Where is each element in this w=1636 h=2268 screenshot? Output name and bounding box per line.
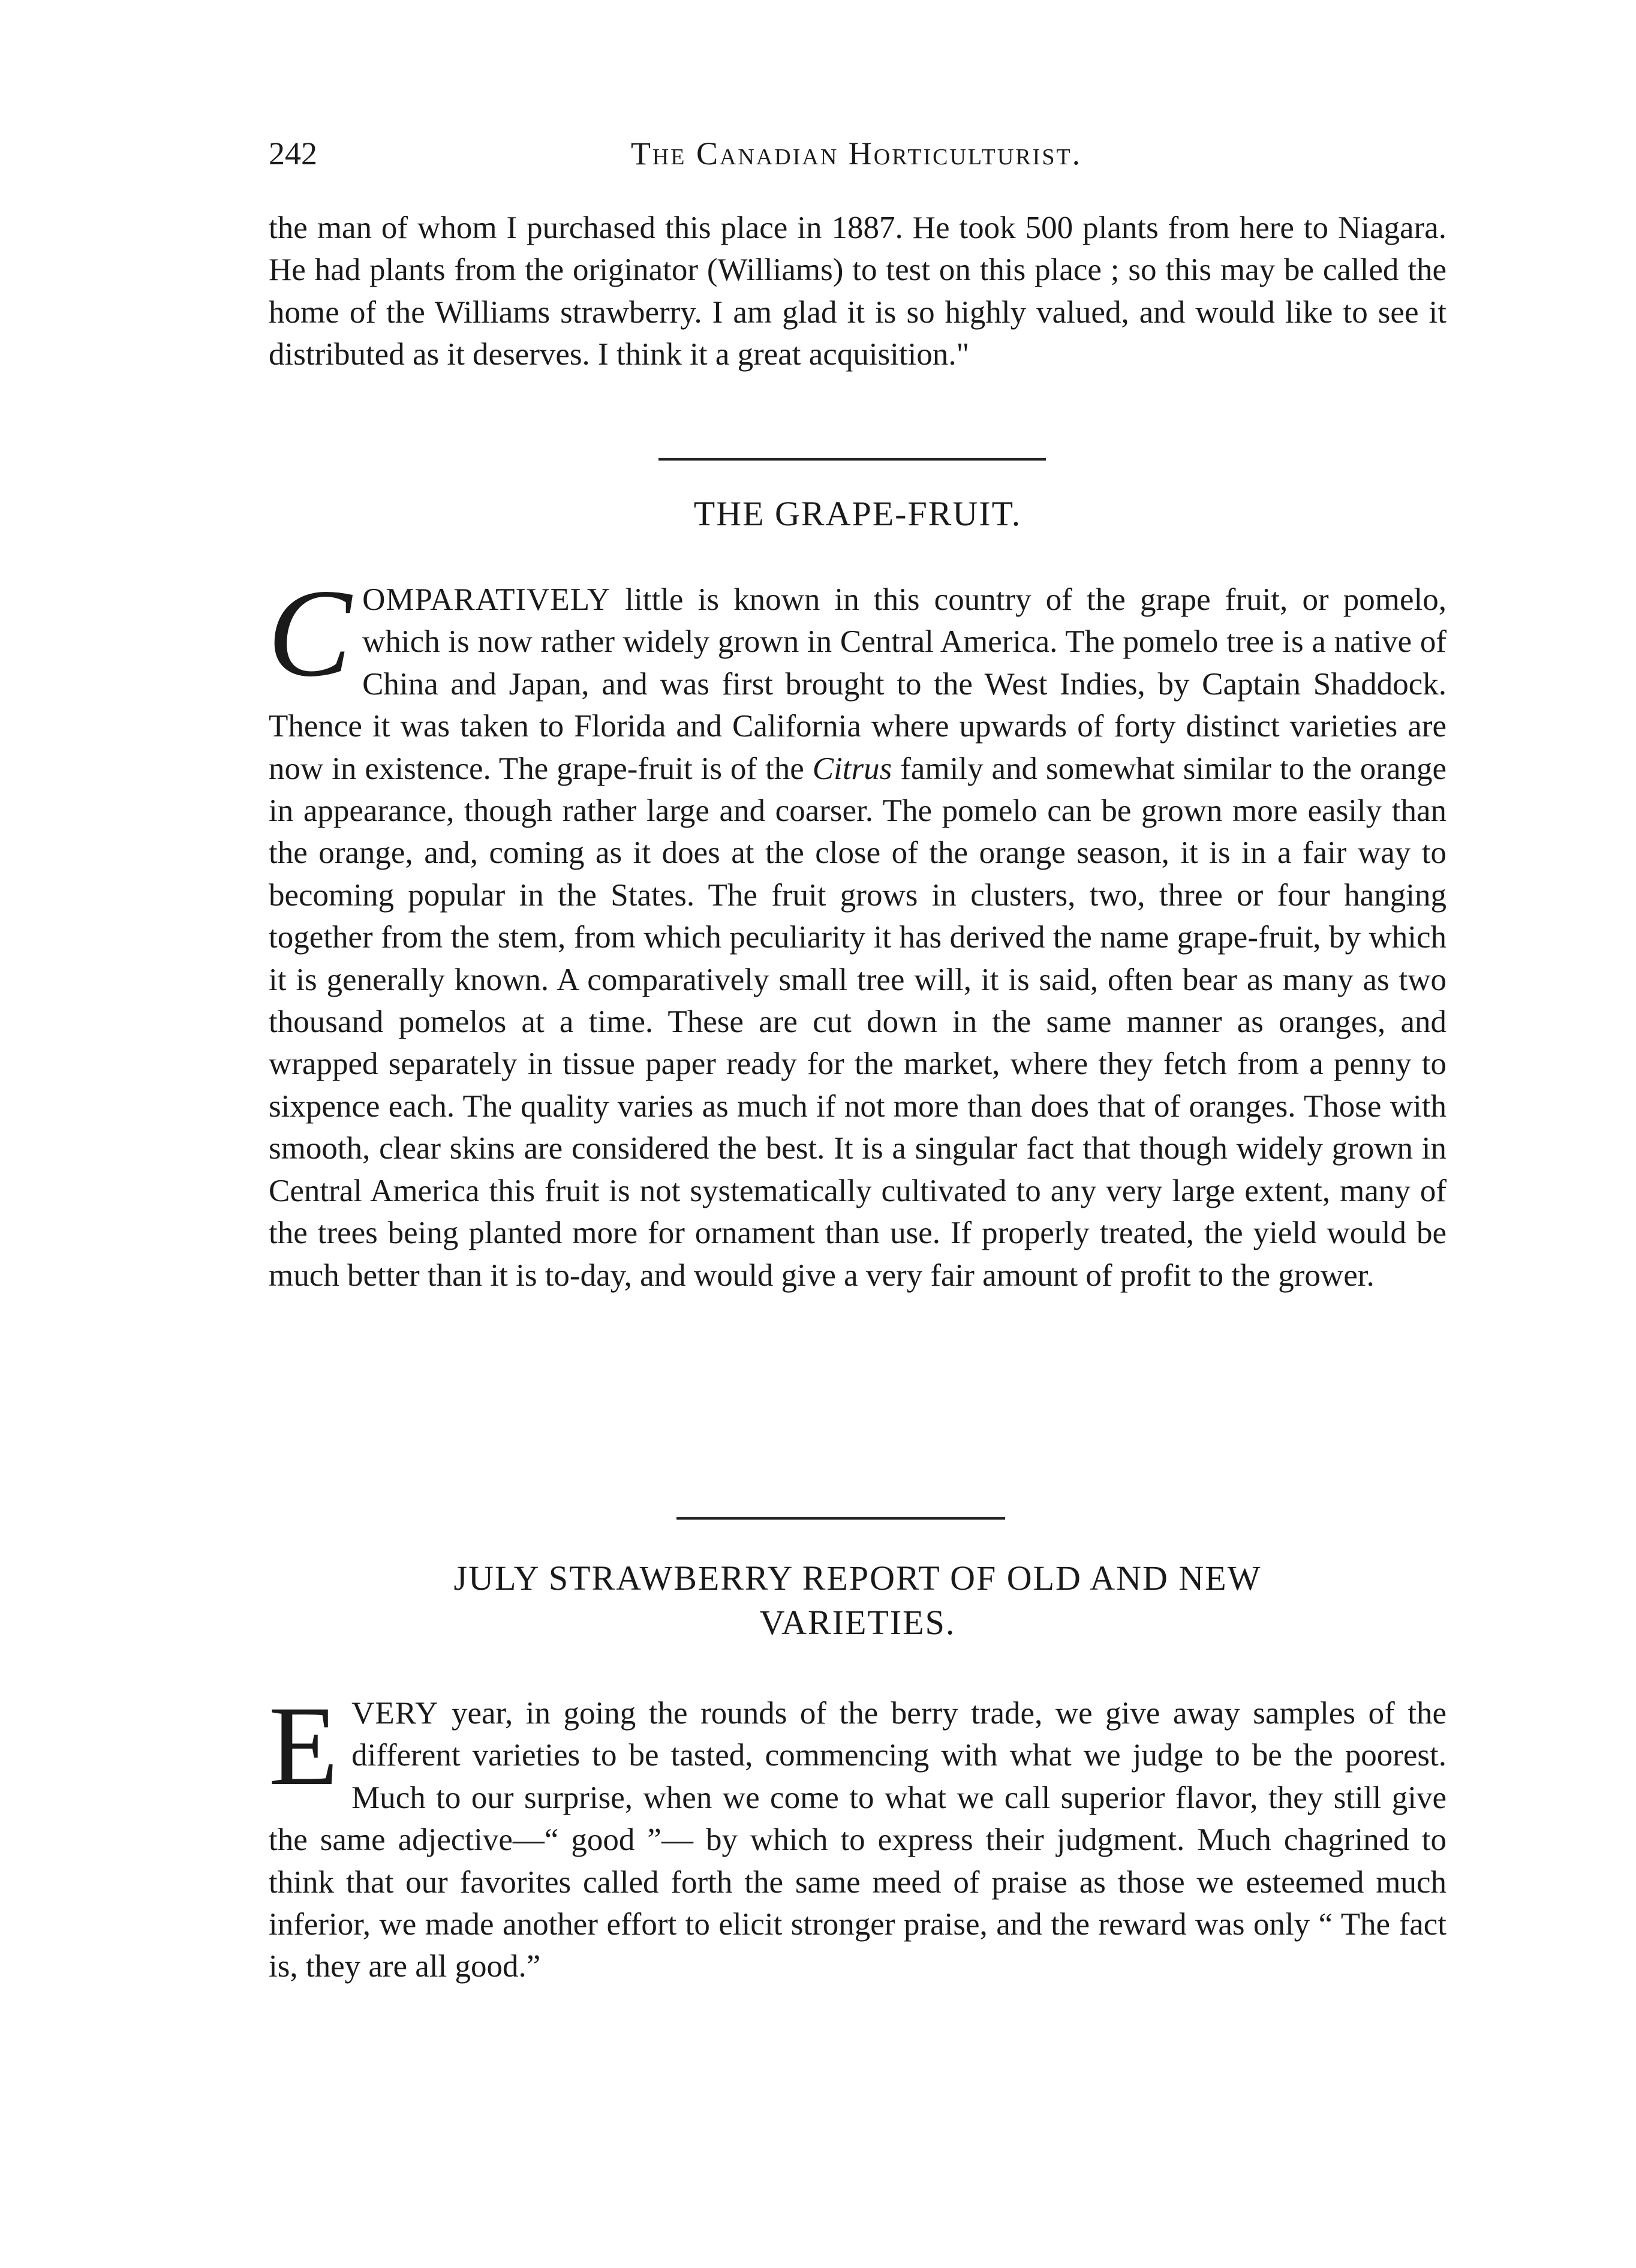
grape-fruit-paragraph [267,564,1446,1297]
article-body-strawberry-report [269,1683,1446,1988]
drop-cap: C [267,564,352,703]
section-divider [676,1517,1005,1520]
article-title-grape-fruit: THE GRAPE-FRUIT. [693,494,1022,533]
running-title: The Canadian Horticulturist. [630,136,1082,172]
body-text: little is known in this country of the grape fruit, or pomelo, which is now rather widely grown in Central America. The pomelo tree is a native of China and Japan, and was first brought to the West Indies, by Captain Shaddock. Thence it was taken to Florida and California where upwards of forty distinct varieties are now in existence. The grape-fruit is of the [269,582,1446,786]
drop-cap: E [269,1683,339,1809]
body-text: family and somewhat similar to the orange in appearance, though rather large and coarser. The pomelo can be grown more easily than the orange, and, coming as it does at the close of the orange season, it is in a fair way to becoming popular in the States. The fruit grows in clusters, two, three or four hanging together from the stem, from which peculiarity it has derived the name grape-fruit, by which it is generally known. A comparatively small tree will, it is said, often bear as many as two thousand pomelos at a time. These are cut down in the same manner as oranges, and wrapped separately in tissue paper ready for the market, where they fetch from a penny to sixpence each. The quality varies as much if not more than does that of oranges. Those with smooth, clear skins are considered the best. It is a singular fact that though widely grown in Central America this fruit is not systematically cultivated to any very large extent, many of the trees being planted more for ornament than use. If properly treated, the yield would be much better than it is to-day, and would give a very fair amount of profit to the grower. [269,751,1446,1293]
italic-term: Citrus [812,751,892,786]
lead-word: OMPARATIVELY [362,582,611,617]
intro-text: the man of whom I purchased this place in 1887. He took 500 plants from here to Niagara. He had plants from the originator (Williams) to test on this place ; so this may be called the home of the Williams strawberry. I am glad it is so highly valued, and would like to see it distributed as it deserves. I think it a great acquisition." [269,210,1446,372]
title-line: VARIETIES. [759,1603,956,1642]
article-title-strawberry-report [269,1556,1446,1645]
page-number: 242 [269,136,317,172]
body-text: year, in going the rounds of the berry trade, we give away samples of the different varieties to be tasted, commencing with what we judge to be the poorest. Much to our surprise, when we come to what we call superior flavor, they still give the same adjective—“ good ”— by which to express their judgment. Much chagrined to think that our favorites called forth the same meed of praise as those we esteemed much inferior, we made another effort to elicit stronger praise, and the reward was only “ The fact is, they are all good.” [269,1696,1446,1984]
page-header [269,135,1444,189]
lead-word: VERY [351,1696,439,1731]
title-line: JULY STRAWBERRY REPORT OF OLD AND NEW [453,1559,1262,1598]
strawberry-paragraph [269,1683,1446,1988]
article-body-grape-fruit [267,564,1446,1297]
section-divider [658,458,1046,461]
intro-paragraph [269,207,1446,376]
